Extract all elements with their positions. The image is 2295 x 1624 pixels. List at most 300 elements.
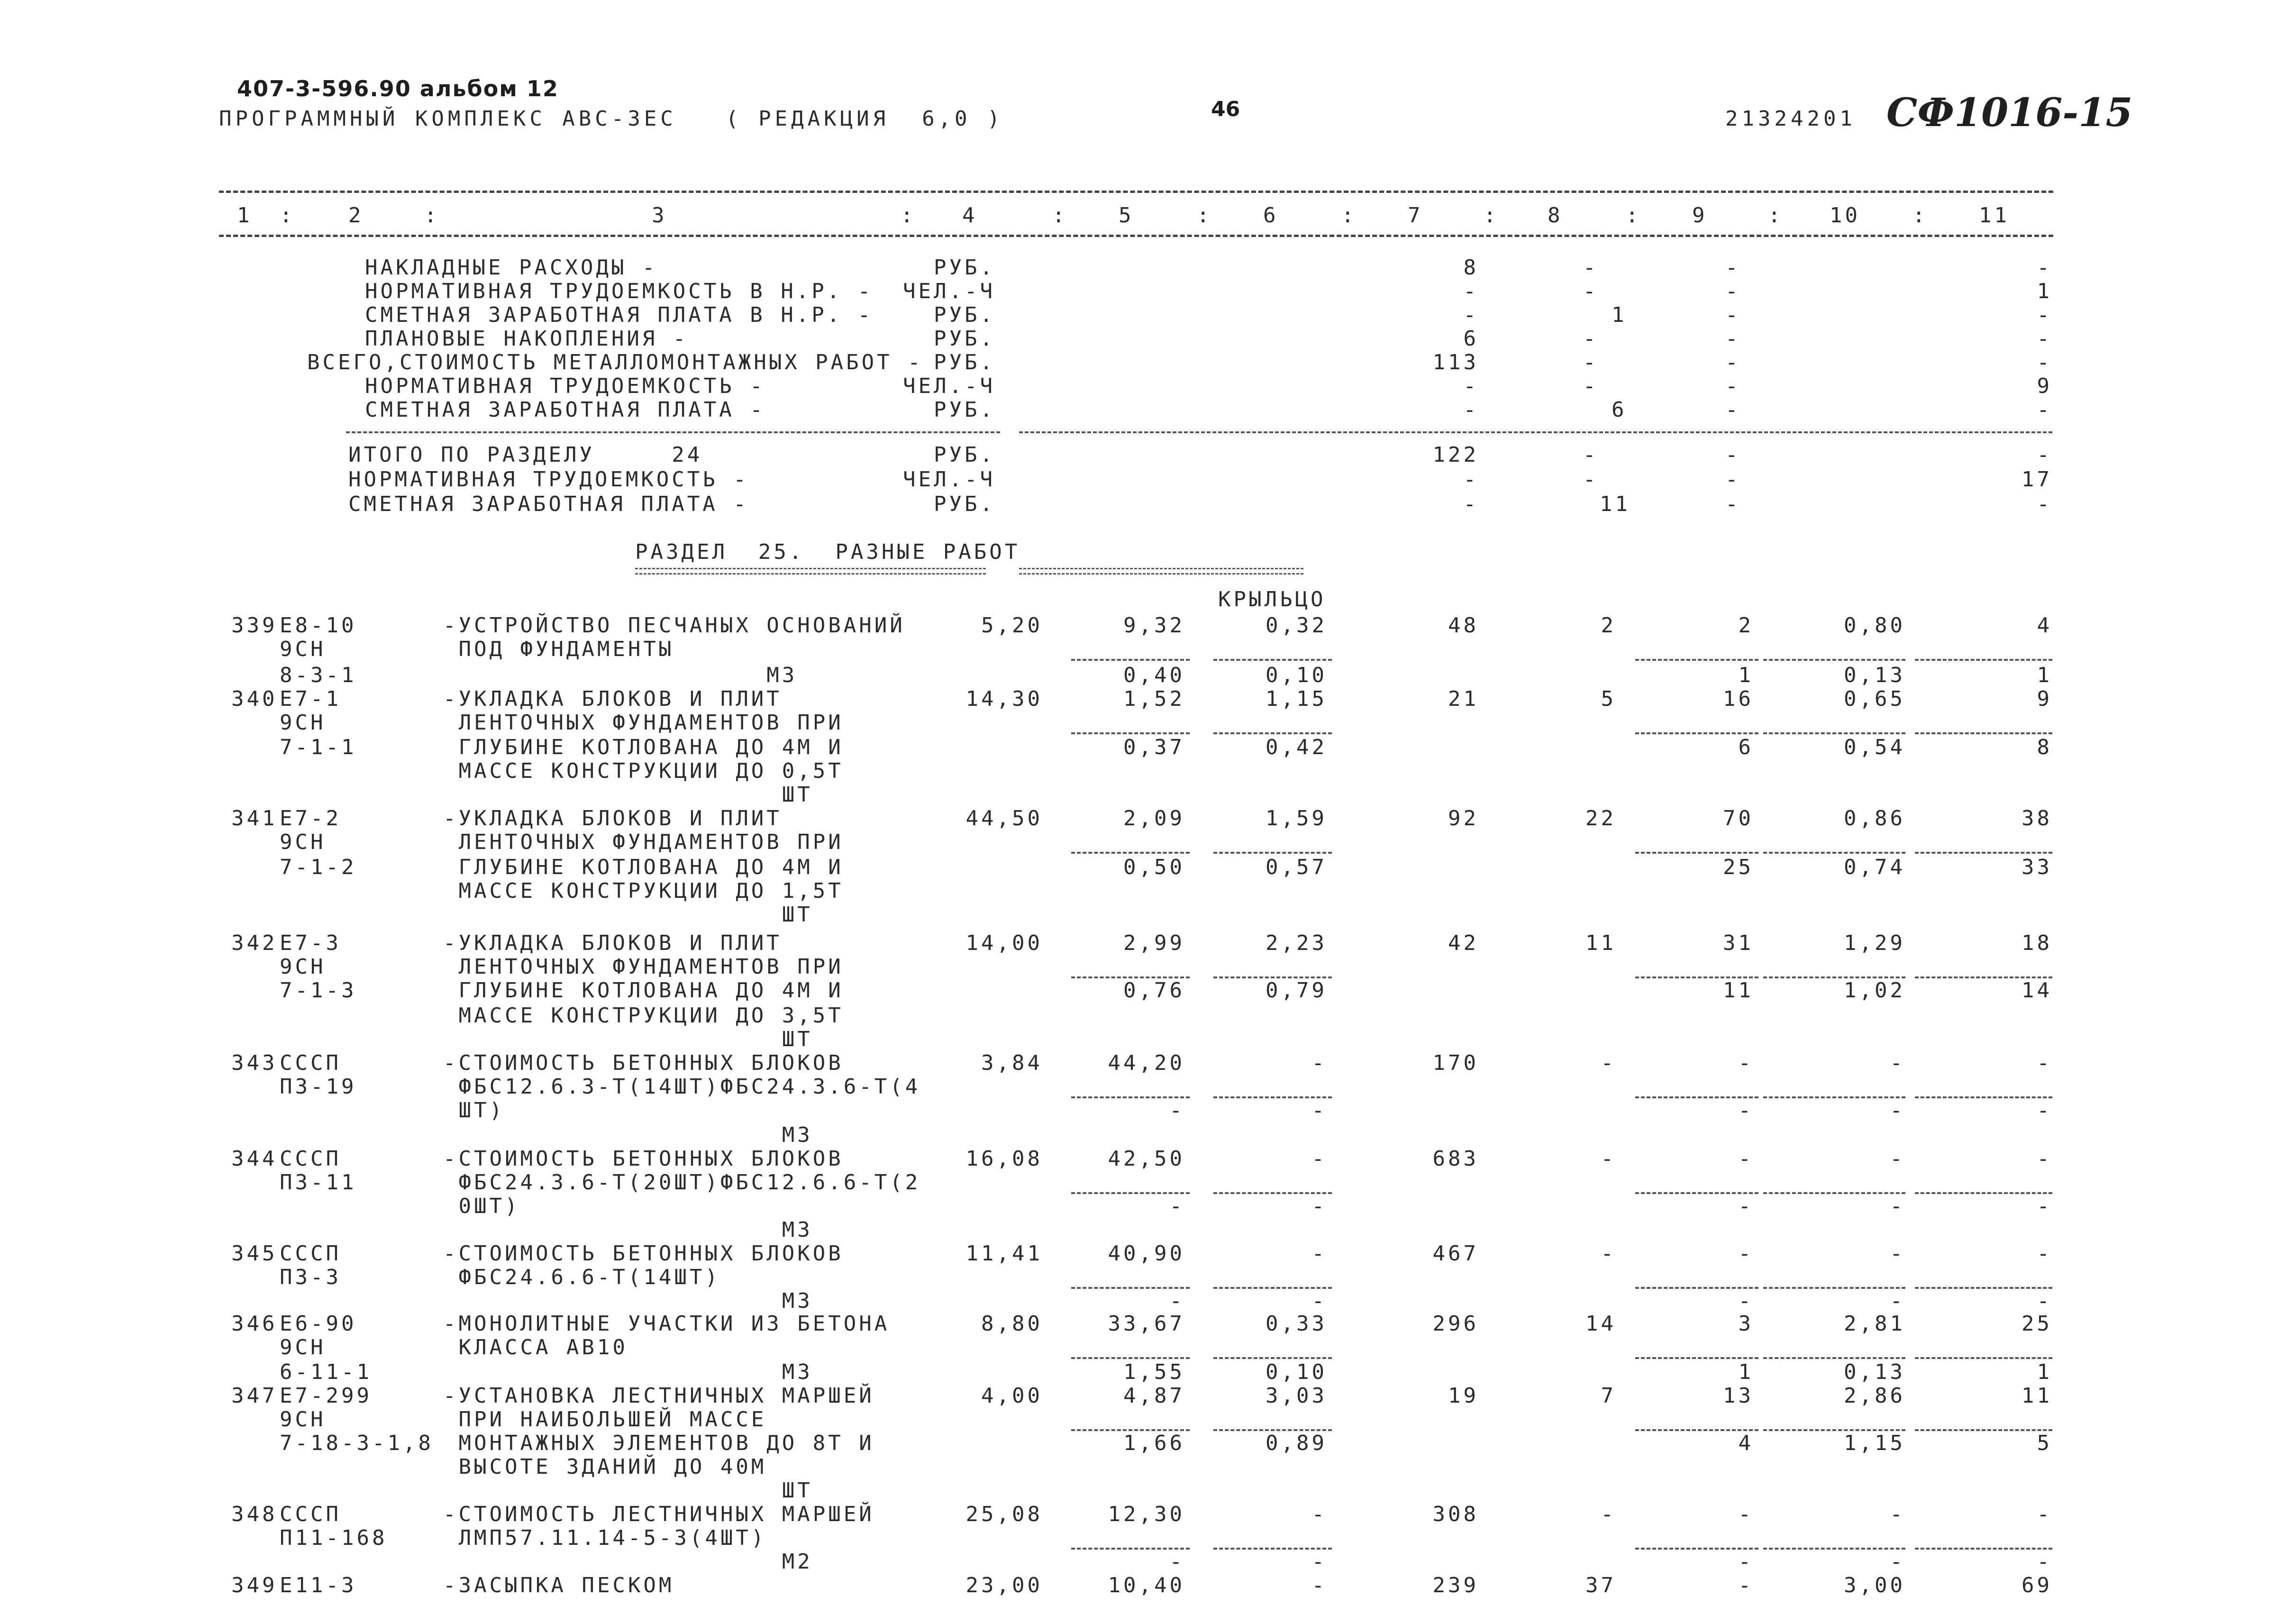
cell-col6: - (1311, 1289, 1327, 1313)
cell-col6: - (1311, 1098, 1327, 1122)
cell-col5: 1,66 (1123, 1431, 1185, 1455)
cell-col3: ШТ) (443, 1098, 505, 1122)
subtotal-rule (1915, 732, 2052, 734)
cell-col3: ПОД ФУНДАМЕНТЫ (443, 637, 674, 661)
cell-col3: -СТОИМОСТЬ БЕТОННЫХ БЛОКОВ (443, 1051, 844, 1075)
cell-col7: 19 (1448, 1384, 1479, 1408)
column-header: 2 (348, 203, 364, 228)
cell-col7: 170 (1432, 1051, 1479, 1075)
totals-c8: - (1583, 443, 1599, 467)
overhead-block (0, 256, 2295, 422)
overhead-c7: 113 (1432, 350, 1479, 374)
subtotal-rule (1915, 1548, 2052, 1550)
cell-col10: 0,13 (1844, 663, 1905, 687)
cell-col2: СССП (280, 1051, 341, 1075)
cell-col8: - (1601, 1502, 1616, 1526)
overhead-c9: - (1725, 327, 1741, 351)
subtotal-rule (1915, 852, 2052, 854)
cell-col6: 0,42 (1266, 735, 1327, 759)
totals-unit: РУБ. (934, 443, 995, 467)
cell-col7: 48 (1448, 613, 1479, 638)
overhead-c7: - (1463, 279, 1479, 303)
cell-col4: 11,41 (965, 1241, 1043, 1266)
overhead-label: СМЕТНАЯ ЗАРАБОТНАЯ ПЛАТА - (365, 398, 765, 422)
subtotal-rule (1915, 659, 2052, 661)
cell-col5: 0,50 (1123, 855, 1185, 879)
overhead-c11: - (2037, 350, 2052, 374)
cell-col8: 14 (1585, 1312, 1616, 1336)
cell-col10: 1,02 (1844, 978, 1905, 1003)
cell-col10: 0,54 (1844, 735, 1905, 759)
cell-col5: - (1169, 1194, 1185, 1218)
cell-col3: ШТ (443, 903, 813, 927)
cell-col11: - (2037, 1289, 2052, 1313)
cell-col4: 14,00 (965, 931, 1043, 955)
cell-col11: - (2037, 1051, 2052, 1075)
overhead-c11: - (2037, 327, 2052, 351)
cell-col10: - (1890, 1502, 1905, 1526)
cell-col5: 42,50 (1108, 1147, 1185, 1171)
cell-col5: 10,40 (1108, 1573, 1185, 1597)
cell-col2: СССП (280, 1147, 341, 1171)
subtotal-rule (1213, 659, 1332, 661)
overhead-label: НОРМАТИВНАЯ ТРУДОЕМКОСТЬ - (365, 374, 765, 398)
overhead-c11: - (2037, 303, 2052, 327)
cell-col3: ЛМП57.11.14-5-3(4ШТ) (443, 1526, 767, 1550)
cell-col5: 2,09 (1123, 806, 1185, 830)
subtotal-rule (1071, 659, 1190, 661)
cell-col6: 0,33 (1266, 1312, 1327, 1336)
totals-unit: ЧЕЛ.-Ч (903, 467, 995, 492)
totals-c11: - (2037, 443, 2052, 467)
column-header: 6 (1263, 203, 1279, 228)
cell-col3: М3 (443, 1218, 813, 1242)
cell-col3: МАССЕ КОНСТРУКЦИИ ДО 3,5Т (443, 1004, 844, 1028)
cell-col10: - (1890, 1147, 1905, 1171)
cell-col4: 44,50 (965, 806, 1043, 830)
cell-col3: -УКЛАДКА БЛОКОВ И ПЛИТ (443, 687, 782, 711)
cell-col5: 9,32 (1123, 613, 1185, 638)
overhead-c7: 8 (1463, 255, 1479, 280)
cell-col2: 9СН (280, 637, 326, 661)
cell-col3: М3 (443, 663, 798, 687)
cell-col8: 11 (1585, 931, 1616, 955)
totals-c8: - (1583, 467, 1599, 492)
column-header: 10 (1830, 203, 1860, 228)
totals-label: ИТОГО ПО РАЗДЕЛУ 24 (348, 443, 703, 467)
totals-rule-left (346, 431, 1000, 433)
header-top-rule (219, 191, 2053, 193)
overhead-unit: РУБ. (934, 350, 995, 374)
overhead-label: ВСЕГО,СТОИМОСТЬ МЕТАЛЛОМОНТАЖНЫХ РАБОТ - (307, 350, 923, 374)
cell-col9: 31 (1723, 931, 1754, 955)
cell-col3: -СТОИМОСТЬ БЕТОННЫХ БЛОКОВ (443, 1147, 844, 1171)
subtotal-rule (1071, 1357, 1190, 1359)
section-title: РАЗДЕЛ 25. РАЗНЫЕ РАБОТ (635, 540, 1020, 564)
cell-col11: - (2037, 1502, 2052, 1526)
cell-col8: 22 (1585, 806, 1616, 830)
totals-c9: - (1725, 443, 1741, 467)
cell-col6: 0,89 (1266, 1431, 1327, 1455)
totals-c7: 122 (1432, 443, 1479, 467)
cell-col2: 7-1-1 (280, 735, 357, 759)
cell-col2: СССП (280, 1502, 341, 1526)
overhead-c8: - (1583, 374, 1599, 398)
overhead-c8: - (1583, 350, 1599, 374)
cell-col3: ШТ (443, 1478, 813, 1503)
cell-col4: 4,00 (981, 1384, 1043, 1408)
cell-col10: 0,74 (1844, 855, 1905, 879)
cell-col5: 4,87 (1123, 1384, 1185, 1408)
overhead-c11: 9 (2037, 374, 2052, 398)
overhead-unit: РУБ. (934, 398, 995, 422)
cell-col9: 3 (1738, 1312, 1754, 1336)
cell-col3: -ЗАСЫПКА ПЕСКОМ (443, 1573, 674, 1597)
section-underline-right (1019, 568, 1303, 575)
cell-col6: - (1311, 1573, 1327, 1597)
cell-col9: 1 (1738, 1360, 1754, 1384)
overhead-label: НОРМАТИВНАЯ ТРУДОЕМКОСТЬ В Н.Р. - (365, 279, 874, 303)
cell-col11: 1 (2037, 663, 2052, 687)
cell-col3: -УСТРОЙСТВО ПЕСЧАНЫХ ОСНОВАНИЙ (443, 613, 905, 638)
cell-col2: Е6-90 (280, 1312, 357, 1336)
section-subtitle: КРЫЛЬЦО (1218, 587, 1326, 611)
cell-col7: 308 (1432, 1502, 1479, 1526)
cell-col9: - (1738, 1147, 1754, 1171)
cell-col8: - (1601, 1147, 1616, 1171)
cell-col5: 40,90 (1108, 1241, 1185, 1266)
subtotal-rule (1763, 852, 1905, 854)
cell-col9: 2 (1738, 613, 1754, 638)
subtotal-rule (1763, 1287, 1905, 1289)
cell-col10: 0,80 (1844, 613, 1905, 638)
cell-col8: 5 (1601, 687, 1616, 711)
overhead-c8: 1 (1612, 303, 1627, 327)
cell-col3: ГЛУБИНЕ КОТЛОВАНА ДО 4М И (443, 855, 844, 879)
cell-col11: 9 (2037, 687, 2052, 711)
cell-col2: Е7-2 (280, 806, 341, 830)
subtotal-rule (1635, 659, 1758, 661)
cell-col5: - (1169, 1289, 1185, 1313)
totals-rule-right (1019, 431, 2052, 433)
cell-col2: П3-11 (280, 1170, 357, 1195)
cell-col6: - (1311, 1051, 1327, 1075)
cell-col10: 0,13 (1844, 1360, 1905, 1384)
cell-col6: - (1311, 1550, 1327, 1574)
overhead-c8: - (1583, 327, 1599, 351)
cell-col5: 12,30 (1108, 1502, 1185, 1526)
overhead-c7: - (1463, 374, 1479, 398)
subtotal-rule (1635, 852, 1758, 854)
cell-col1: 341 (231, 806, 278, 830)
cell-col5: - (1169, 1098, 1185, 1122)
cell-col1: 349 (231, 1573, 278, 1597)
cell-col2: Е8-10 (280, 613, 357, 638)
cell-col10: 2,81 (1844, 1312, 1905, 1336)
cell-col3: ФБС12.6.3-Т(14ШТ)ФБС24.3.6-Т(4 (443, 1075, 921, 1099)
cell-col11: - (2037, 1147, 2052, 1171)
cell-col6: 0,57 (1266, 855, 1327, 879)
cell-col8: 37 (1585, 1573, 1616, 1597)
cell-col6: 2,23 (1266, 931, 1327, 955)
cell-col1: 347 (231, 1384, 278, 1408)
cell-col3: М3 (443, 1123, 813, 1147)
cell-col5: 0,40 (1123, 663, 1185, 687)
cell-col3: ПРИ НАИБОЛЬШЕЙ МАССЕ (443, 1407, 767, 1432)
subtotal-rule (1071, 852, 1190, 854)
overhead-unit: ЧЕЛ.-Ч (903, 279, 995, 303)
cell-col6: 0,32 (1266, 613, 1327, 638)
cell-col5: 2,99 (1123, 931, 1185, 955)
cell-col11: 25 (2022, 1312, 2052, 1336)
cell-col9: 1 (1738, 663, 1754, 687)
subtotal-rule (1915, 1192, 2052, 1194)
totals-c7: - (1463, 467, 1479, 492)
totals-c8: 11 (1600, 492, 1630, 516)
cell-col5: 1,52 (1123, 687, 1185, 711)
cell-col2: 9СН (280, 711, 326, 735)
cell-col11: 69 (2022, 1573, 2052, 1597)
cell-col2: 7-18-3-1,8 (280, 1431, 434, 1455)
column-header: 7 (1408, 203, 1423, 228)
cell-col1: 344 (231, 1147, 278, 1171)
cell-col6: - (1311, 1194, 1327, 1218)
cell-col9: - (1738, 1289, 1754, 1313)
cell-col2: Е7-3 (280, 931, 341, 955)
overhead-c7: - (1463, 398, 1479, 422)
overhead-c9: - (1725, 279, 1741, 303)
cell-col9: - (1738, 1550, 1754, 1574)
column-header-row: 1 2 3 4 5 6 7 8 9 10 11 : : : : : : : : : : (237, 203, 2010, 228)
cell-col3: -УКЛАДКА БЛОКОВ И ПЛИТ (443, 931, 782, 955)
subtotal-rule (1213, 732, 1332, 734)
cell-col2: СССП (280, 1241, 341, 1266)
overhead-c9: - (1725, 398, 1741, 422)
cell-col6: 0,10 (1266, 663, 1327, 687)
cell-col1: 348 (231, 1502, 278, 1526)
cell-col5: 0,76 (1123, 978, 1185, 1003)
cell-col10: 0,86 (1844, 806, 1905, 830)
cell-col9: - (1738, 1573, 1754, 1597)
cell-col11: 33 (2022, 855, 2052, 879)
page-number: 46 (1211, 97, 1240, 121)
cell-col1: 343 (231, 1051, 278, 1075)
cell-col9: - (1738, 1194, 1754, 1218)
subtotal-rule (1763, 1192, 1905, 1194)
cell-col3: -СТОИМОСТЬ БЕТОННЫХ БЛОКОВ (443, 1241, 844, 1266)
cell-col10: - (1890, 1098, 1905, 1122)
cell-col3: -УСТАНОВКА ЛЕСТНИЧНЫХ МАРШЕЙ (443, 1384, 874, 1408)
cell-col7: 92 (1448, 806, 1479, 830)
cell-col3: М3 (443, 1360, 813, 1384)
cell-col6: - (1311, 1147, 1327, 1171)
cell-col2: П3-19 (280, 1075, 357, 1099)
cell-col2: П3-3 (280, 1265, 341, 1289)
cell-col7: 683 (1432, 1147, 1479, 1171)
cell-col5: 44,20 (1108, 1051, 1185, 1075)
cell-col7: 239 (1432, 1573, 1479, 1597)
section-underline-left (635, 568, 986, 575)
overhead-label: СМЕТНАЯ ЗАРАБОТНАЯ ПЛАТА В Н.Р. - (365, 303, 874, 327)
cell-col11: 5 (2037, 1431, 2052, 1455)
cell-col11: 11 (2022, 1384, 2052, 1408)
cell-col2: 7-1-2 (280, 855, 357, 879)
column-header: 5 (1119, 203, 1134, 228)
cell-col2: Е7-299 (280, 1384, 372, 1408)
cell-col11: 4 (2037, 613, 2052, 638)
cell-col4: 23,00 (965, 1573, 1043, 1597)
cell-col10: 2,86 (1844, 1384, 1905, 1408)
subtotal-rule (1763, 1357, 1905, 1359)
totals-c11: 17 (2022, 467, 2052, 492)
overhead-c9: - (1725, 303, 1741, 327)
program-line: ПРОГРАММНЫЙ КОМПЛЕКС АВС-3ЕС ( РЕДАКЦИЯ 6,0 ) (219, 107, 1004, 131)
cell-col3: МАССЕ КОНСТРУКЦИИ ДО 1,5Т (443, 879, 844, 903)
overhead-unit: РУБ. (934, 327, 995, 351)
cell-col9: - (1738, 1098, 1754, 1122)
cell-col8: 2 (1601, 613, 1616, 638)
cell-col6: 1,59 (1266, 806, 1327, 830)
cell-col3: -УКЛАДКА БЛОКОВ И ПЛИТ (443, 806, 782, 830)
cell-col2: П11-168 (280, 1526, 388, 1550)
cell-col10: 3,00 (1844, 1573, 1905, 1597)
cell-col9: 13 (1723, 1384, 1754, 1408)
cell-col2: 9СН (280, 1335, 326, 1359)
overhead-unit: ЧЕЛ.-Ч (903, 374, 995, 398)
overhead-label: НАКЛАДНЫЕ РАСХОДЫ - (365, 255, 658, 280)
handwritten-code: СФ1016-15 (1886, 90, 2133, 136)
cell-col8: - (1601, 1241, 1616, 1266)
cell-col2: 7-1-3 (280, 978, 357, 1003)
cell-col11: 8 (2037, 735, 2052, 759)
overhead-c9: - (1725, 374, 1741, 398)
cell-col9: - (1738, 1051, 1754, 1075)
cell-col8: - (1601, 1051, 1616, 1075)
cell-col6: - (1311, 1502, 1327, 1526)
overhead-c11: - (2037, 398, 2052, 422)
subtotal-rule (1213, 1357, 1332, 1359)
subtotal-rule (1763, 732, 1905, 734)
subtotal-rule (1915, 1357, 2052, 1359)
cell-col5: 1,55 (1123, 1360, 1185, 1384)
cell-col3: М3 (443, 1289, 813, 1313)
cell-col2: 6-11-1 (280, 1360, 372, 1384)
subtotal-rule (1915, 1287, 2052, 1289)
cell-col3: -МОНОЛИТНЫЕ УЧАСТКИ ИЗ БЕТОНА (443, 1312, 890, 1336)
overhead-c7: - (1463, 303, 1479, 327)
cell-col10: - (1890, 1051, 1905, 1075)
cell-col7: 42 (1448, 931, 1479, 955)
overhead-c9: - (1725, 350, 1741, 374)
cell-col11: - (2037, 1550, 2052, 1574)
cell-col4: 25,08 (965, 1502, 1043, 1526)
subtotal-rule (1071, 732, 1190, 734)
overhead-c8: - (1583, 279, 1599, 303)
cell-col10: - (1890, 1550, 1905, 1574)
cell-col3: 0ШТ) (443, 1194, 520, 1218)
totals-c9: - (1725, 467, 1741, 492)
cell-col9: 70 (1723, 806, 1754, 830)
cell-col9: - (1738, 1241, 1754, 1266)
cell-col7: 467 (1432, 1241, 1479, 1266)
cell-col3: ГЛУБИНЕ КОТЛОВАНА ДО 4М И (443, 978, 844, 1003)
cell-col5: - (1169, 1550, 1185, 1574)
subtotal-rule (1763, 1548, 1905, 1550)
cell-col3: МОНТАЖНЫХ ЭЛЕМЕНТОВ ДО 8Т И (443, 1431, 874, 1455)
totals-label: СМЕТНАЯ ЗАРАБОТНАЯ ПЛАТА - (348, 492, 749, 516)
cell-col2: 8-3-1 (280, 663, 357, 687)
cell-col11: 1 (2037, 1360, 2052, 1384)
column-header: 1 (237, 203, 253, 228)
cell-col8: 7 (1601, 1384, 1616, 1408)
cell-col11: - (2037, 1098, 2052, 1122)
overhead-c8: 6 (1612, 398, 1627, 422)
cell-col2: Е7-1 (280, 687, 341, 711)
subtotal-rule (1213, 852, 1332, 854)
overhead-unit: РУБ. (934, 303, 995, 327)
cell-col11: 14 (2022, 978, 2052, 1003)
cell-col10: - (1890, 1241, 1905, 1266)
cell-col6: - (1311, 1241, 1327, 1266)
column-header: 11 (1979, 203, 2010, 228)
totals-block (0, 443, 2295, 519)
header-bottom-rule (219, 235, 2053, 237)
overhead-c8: - (1583, 255, 1599, 280)
cell-col1: 342 (231, 931, 278, 955)
cell-col9: 4 (1738, 1431, 1754, 1455)
cell-col10: 1,29 (1844, 931, 1905, 955)
cell-col2: Е11-3 (280, 1573, 357, 1597)
cell-col9: 25 (1723, 855, 1754, 879)
totals-label: НОРМАТИВНАЯ ТРУДОЕМКОСТЬ - (348, 467, 749, 492)
cell-col1: 345 (231, 1241, 278, 1266)
subtotal-rule (1635, 732, 1758, 734)
totals-c7: - (1463, 492, 1479, 516)
column-header: 4 (962, 203, 978, 228)
cell-col7: 21 (1448, 687, 1479, 711)
column-header: 3 (652, 203, 667, 228)
cell-col1: 346 (231, 1312, 278, 1336)
totals-c11: - (2037, 492, 2052, 516)
cell-col3: М2 (443, 1550, 813, 1574)
overhead-label: ПЛАНОВЫЕ НАКОПЛЕНИЯ - (365, 327, 689, 351)
cell-col10: - (1890, 1194, 1905, 1218)
cell-col3: МАССЕ КОНСТРУКЦИИ ДО 0,5Т (443, 759, 844, 783)
cell-col3: ШТ (443, 783, 813, 807)
cell-col2: 9СН (280, 1407, 326, 1432)
cell-col5: 33,67 (1108, 1312, 1185, 1336)
cell-col6: 3,03 (1266, 1384, 1327, 1408)
cell-col5: 0,37 (1123, 735, 1185, 759)
cell-col2: 9СН (280, 955, 326, 979)
cell-col4: 3,84 (981, 1051, 1043, 1075)
cell-col6: 0,79 (1266, 978, 1327, 1003)
cell-col3: ШТ (443, 1027, 813, 1051)
subtotal-rule (1635, 1357, 1758, 1359)
cell-col3: ЛЕНТОЧНЫХ ФУНДАМЕНТОВ ПРИ (443, 955, 844, 979)
cell-col11: 18 (2022, 931, 2052, 955)
overhead-c11: - (2037, 255, 2052, 280)
subtotal-rule (1763, 659, 1905, 661)
overhead-c9: - (1725, 255, 1741, 280)
column-header: 8 (1548, 203, 1563, 228)
cell-col10: - (1890, 1289, 1905, 1313)
column-header: 9 (1692, 203, 1708, 228)
cell-col4: 8,80 (981, 1312, 1043, 1336)
cell-col6: 0,10 (1266, 1360, 1327, 1384)
cell-col6: 1,15 (1266, 687, 1327, 711)
cell-col11: - (2037, 1241, 2052, 1266)
